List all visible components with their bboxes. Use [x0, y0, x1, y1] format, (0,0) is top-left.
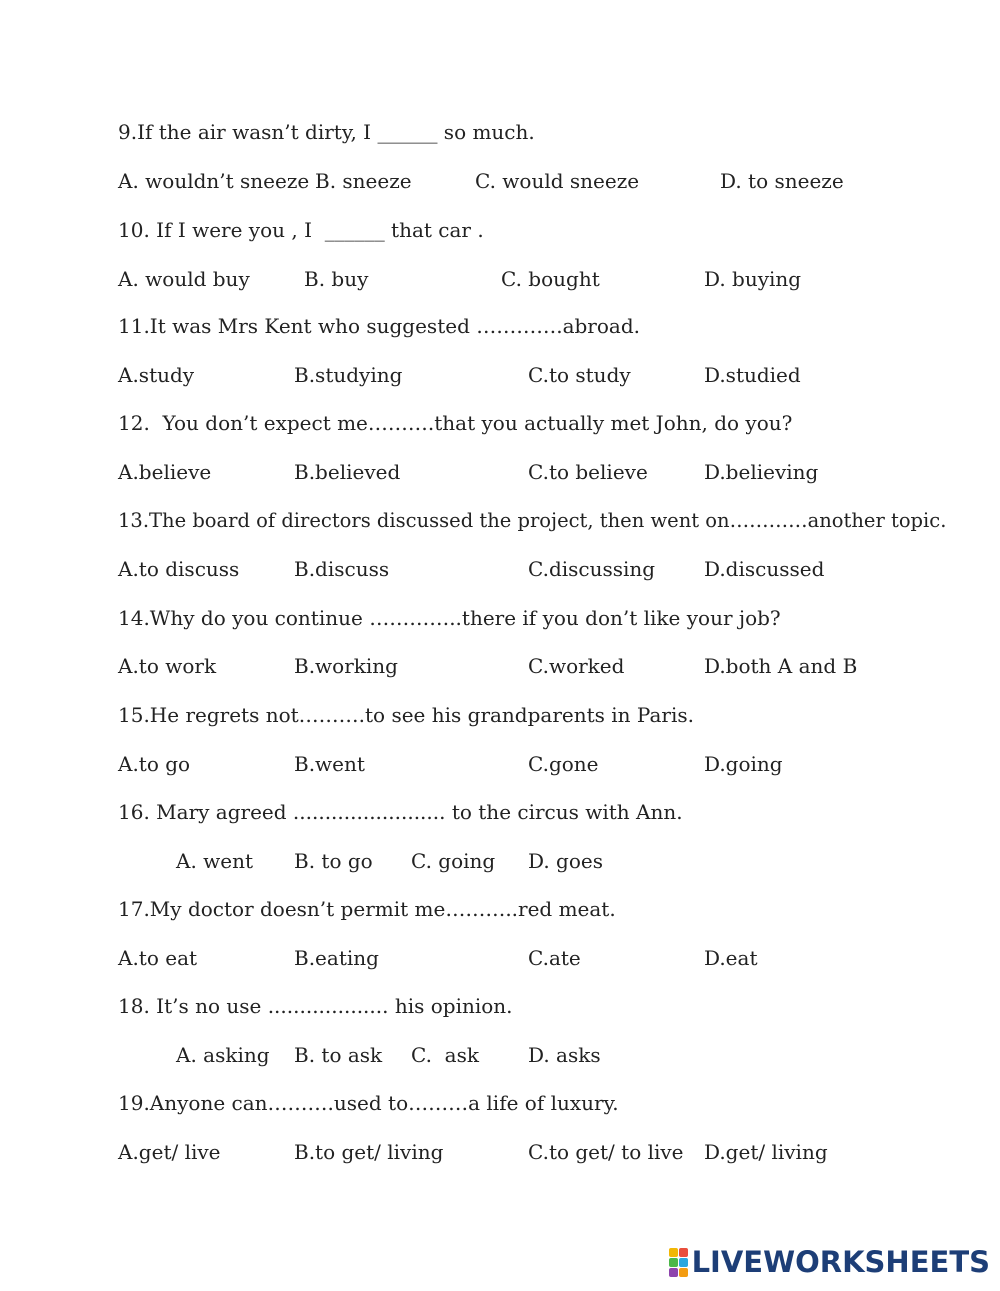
option-b[interactable]: B.believed	[294, 460, 401, 484]
option-c[interactable]: C.to get/ to live	[528, 1140, 684, 1164]
question-18: 18. It’s no use ................... his opinion.	[118, 994, 513, 1018]
question-13: 13.The board of directors discussed the project, then went on…………another topic.	[118, 509, 947, 532]
option-b[interactable]: B.studying	[294, 363, 403, 387]
question-9: 9.If the air wasn’t dirty, I ______ so much.	[118, 120, 535, 144]
option-a[interactable]: A.get/ live	[118, 1140, 221, 1164]
option-a[interactable]: A.believe	[118, 460, 212, 484]
option-b[interactable]: B. to ask	[294, 1043, 383, 1067]
option-d[interactable]: D.believing	[704, 460, 819, 484]
option-c[interactable]: C.to study	[528, 363, 631, 387]
option-b[interactable]: B.went	[294, 752, 365, 776]
option-c[interactable]: C.gone	[528, 752, 599, 776]
option-a[interactable]: A.study	[118, 363, 195, 387]
option-c[interactable]: C. going	[411, 849, 496, 873]
option-a[interactable]: A.to eat	[118, 946, 198, 970]
liveworksheets-logo[interactable]	[669, 1245, 990, 1279]
option-d[interactable]: D.both A and B	[704, 654, 858, 678]
option-b[interactable]: B.discuss	[294, 557, 390, 581]
option-c[interactable]: C.ate	[528, 946, 581, 970]
option-b[interactable]: B.to get/ living	[294, 1140, 444, 1164]
option-c[interactable]: C. bought	[501, 267, 600, 291]
option-a[interactable]: A. went	[176, 849, 254, 873]
option-d[interactable]: D. buying	[704, 267, 802, 291]
option-a[interactable]: A. asking	[176, 1043, 270, 1067]
question-10: 10. If I were you , I ______ that car .	[118, 218, 484, 242]
option-d[interactable]: D.discussed	[704, 557, 825, 581]
option-b[interactable]: B. buy	[304, 267, 369, 291]
option-d[interactable]: D.studied	[704, 363, 801, 387]
option-c[interactable]: C. ask	[411, 1043, 479, 1067]
option-b[interactable]: B. to go	[294, 849, 373, 873]
liveworksheets-logo-icon	[669, 1248, 688, 1277]
option-b[interactable]: B.eating	[294, 946, 379, 970]
option-a[interactable]: A.to go	[118, 752, 191, 776]
option-d[interactable]: D. to sneeze	[720, 169, 844, 193]
option-d[interactable]: D. goes	[528, 849, 603, 873]
question-16: 16. Mary agreed ........................ to the circus with Ann.	[118, 800, 683, 824]
question-12: 12. You don’t expect me……….that you actually met John, do you?	[118, 411, 793, 435]
option-c[interactable]: C.discussing	[528, 557, 656, 581]
option-c[interactable]: C. would sneeze	[475, 169, 640, 193]
option-b[interactable]: B.working	[294, 654, 398, 678]
question-14: 14.Why do you continue …………..there if you don’t like your job?	[118, 606, 781, 630]
question-15: 15.He regrets not……….to see his grandparents in Paris.	[118, 703, 694, 727]
option-d[interactable]: D.get/ living	[704, 1140, 828, 1164]
option-a[interactable]: A.to work	[118, 654, 217, 678]
option-c[interactable]: C.to believe	[528, 460, 648, 484]
option-a[interactable]: A.to discuss	[118, 557, 240, 581]
option-b[interactable]: B. sneeze	[315, 169, 412, 193]
option-c[interactable]: C.worked	[528, 654, 625, 678]
option-a[interactable]: A. would buy	[118, 267, 250, 291]
option-d[interactable]: D.eat	[704, 946, 758, 970]
question-11: 11.It was Mrs Kent who suggested ………….abroad.	[118, 314, 640, 338]
question-19: 19.Anyone can……….used to………a life of luxury.	[118, 1091, 619, 1115]
brand-name: LIVEWORKSHEETS	[691, 1245, 990, 1279]
option-a[interactable]: A. wouldn’t sneeze	[118, 169, 310, 193]
option-d[interactable]: D.going	[704, 752, 783, 776]
option-d[interactable]: D. asks	[528, 1043, 601, 1067]
question-17: 17.My doctor doesn’t permit me………..red meat.	[118, 897, 616, 921]
